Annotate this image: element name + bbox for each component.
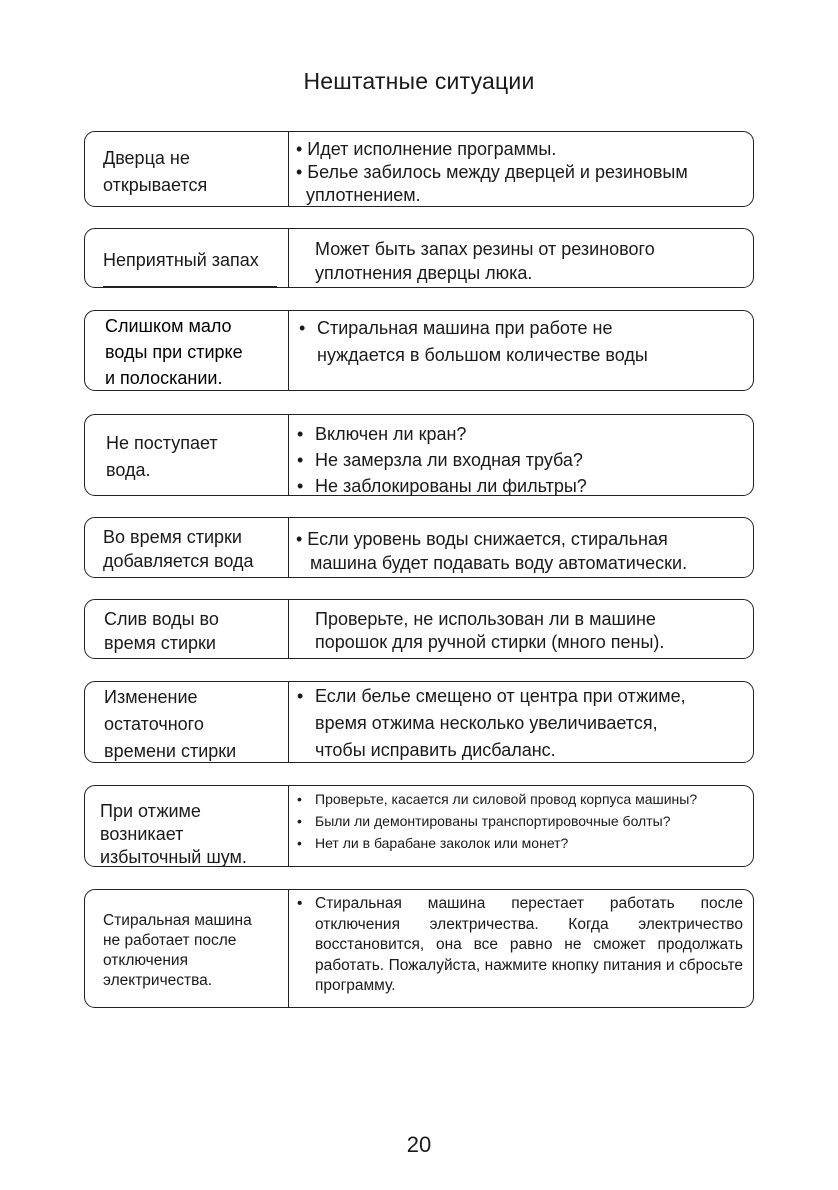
table-row: [84, 889, 754, 1008]
bullet: •: [297, 813, 302, 829]
bullet: •: [297, 895, 303, 912]
column-divider: [288, 415, 289, 495]
bullet: •: [297, 424, 304, 444]
problem-label: Дверца не открывается: [103, 148, 208, 195]
bullet: •: [297, 476, 304, 496]
column-divider: [288, 682, 289, 762]
cause-text: • Стиральная машина при работе не нуждается в большом количестве воды: [299, 315, 648, 369]
table-row: [84, 310, 754, 391]
bullet: •: [297, 791, 302, 807]
problem-label: При отжиме возникает избыточный шум.: [100, 801, 247, 867]
problem-label: Стиральная машина не работает после отключения электричества.: [103, 912, 252, 989]
cause-text: • Проверьте, касается ли силовой провод корпуса машины? • Были ли демонтированы транспортировочные болты? • Нет ли в барабане заколок или монет?: [297, 788, 697, 854]
page-title: Нештатные ситуации: [303, 68, 535, 94]
bullet: •: [297, 450, 304, 470]
column-divider: [288, 132, 289, 206]
problem-label: Во время стирки добавляется вода: [103, 527, 254, 571]
problem-label: Слишком мало воды при стирке и полоскании.: [105, 316, 243, 388]
column-divider: [288, 311, 289, 390]
table-row: [84, 517, 754, 578]
problem-label: Неприятный запах: [103, 250, 259, 270]
table-row: [84, 131, 754, 207]
column-divider: [288, 518, 289, 577]
cause-text: • Идет исполнение программы. • Белье забилось между дверцей и резиновым уплотнением.: [296, 139, 688, 205]
column-divider: [288, 600, 289, 658]
label-underline: [103, 286, 277, 287]
problem-label: Слив воды во время стирки: [104, 609, 219, 653]
table-row: [84, 228, 754, 288]
problem-label: Изменение остаточного времени стирки: [104, 687, 237, 761]
bullet: •: [297, 686, 304, 706]
column-divider: [288, 229, 289, 287]
table-row: [84, 785, 754, 867]
cause-text: • Стиральная машина перестает работать после отключения электричества. Когда электричество восстановится, она все равно не сможет продолжать работать. Пожалуйста, нажмите кнопку питания и сбросьте программу.: [297, 894, 743, 997]
cause-text: • Включен ли кран? • Не замерзла ли входная труба? • Не заблокированы ли фильтры?: [297, 421, 587, 499]
page-number: 20: [406, 1132, 432, 1157]
table-row: [84, 414, 754, 496]
table-row: [84, 681, 754, 763]
bullet: •: [299, 318, 306, 338]
cause-text: • Если уровень воды снижается, стиральная машина будет подавать воду автоматически.: [296, 529, 688, 573]
cause-text: Может быть запах резины от резинового уплотнения дверцы люка.: [315, 239, 655, 283]
problem-label: Не поступает вода.: [106, 433, 218, 480]
cause-text: • Если белье смещено от центра при отжиме, время отжима несколько увеличивается, чтобы исправить дисбаланс.: [297, 683, 686, 764]
cause-text: Проверьте, не использован ли в машине порошок для ручной стирки (много пены).: [315, 609, 665, 652]
column-divider: [288, 786, 289, 866]
bullet: •: [297, 835, 302, 851]
column-divider: [288, 890, 289, 1007]
table-row: [84, 599, 754, 659]
